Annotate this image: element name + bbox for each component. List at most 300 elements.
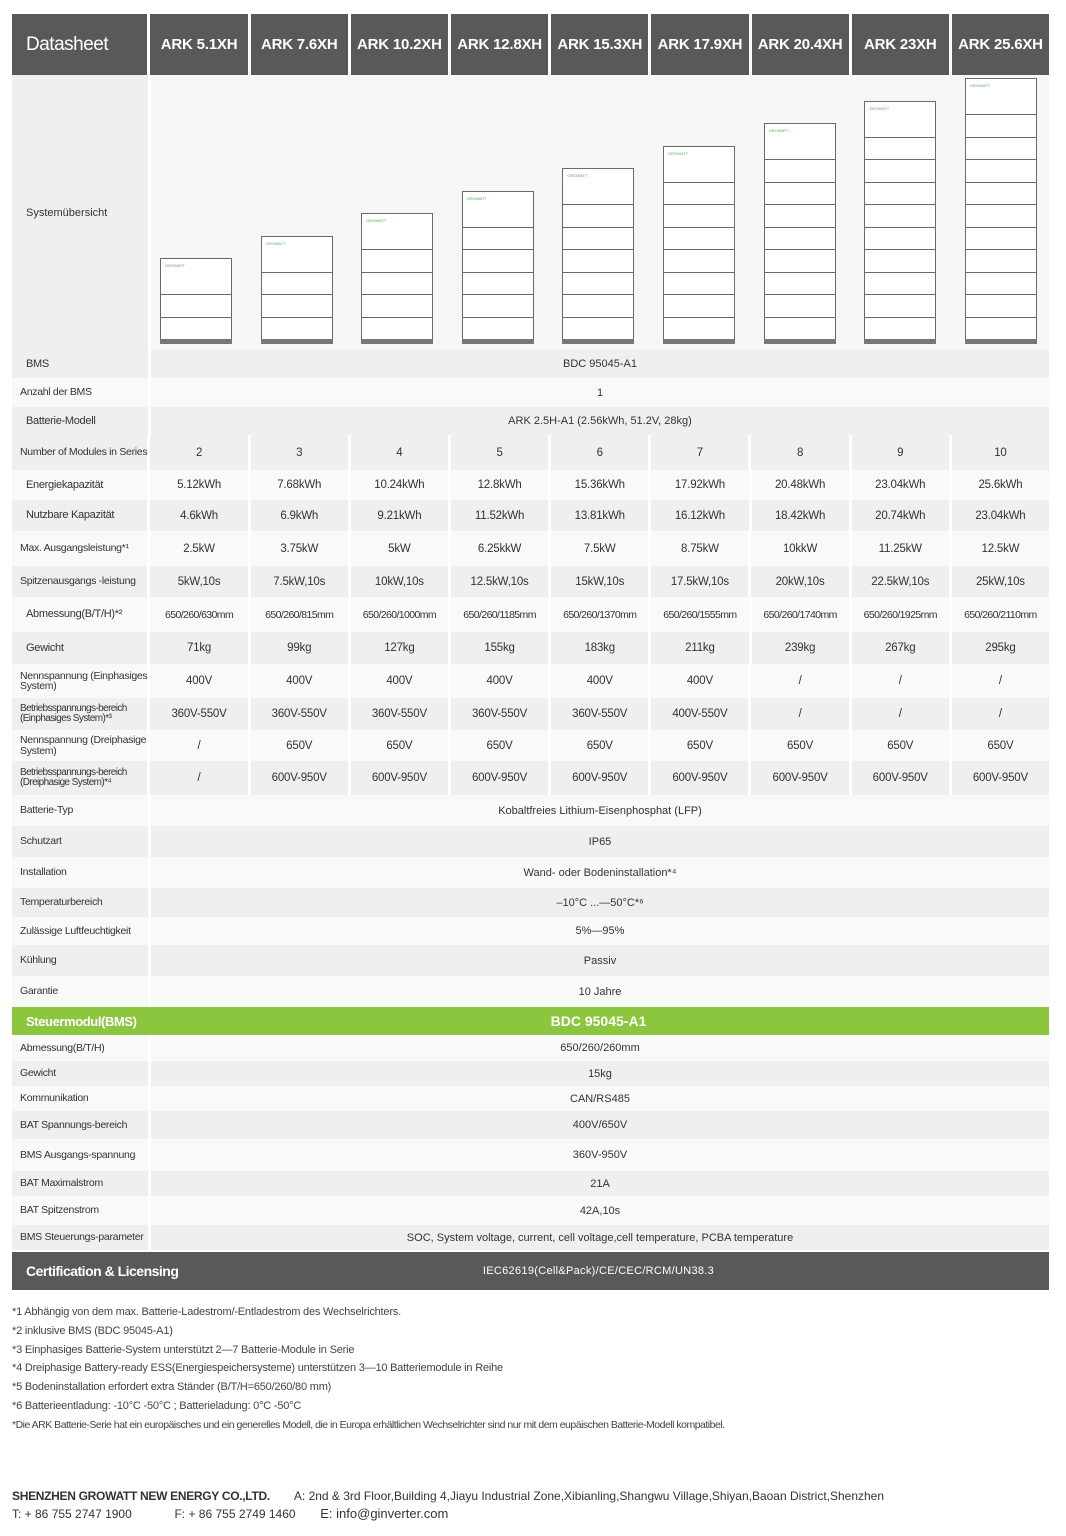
battery-module <box>462 272 534 295</box>
row-cell: 183kg <box>551 632 648 664</box>
row-cell: 11.52kWh <box>451 500 548 531</box>
row-cell: 12.5kW <box>952 531 1049 566</box>
row-value: BDC 95045-A1 <box>151 350 1049 378</box>
company-address: A: 2nd & 3rd Floor,Building 4,Jiayu Industrial Zone,Xibianling,Shangwu Village,Shiyan,Baoan District,Shenzhen <box>293 1489 885 1503</box>
row-modules-in-series <box>12 435 1049 470</box>
model-header: ARK 5.1XH <box>150 14 247 75</box>
bms-unit <box>663 146 735 182</box>
bms-unit <box>864 101 936 137</box>
growatt-logo: GROWATT <box>466 195 487 201</box>
battery-stack <box>361 213 433 344</box>
row-cell: 600V-950V <box>952 761 1049 795</box>
row-energiekapazitaet <box>12 470 1049 500</box>
system-overview-row <box>12 75 1049 350</box>
row-betriebsspannung-1p <box>12 698 1049 730</box>
battery-module <box>965 294 1037 317</box>
row-value: Wand- oder Bodeninstallation*⁴ <box>151 857 1049 888</box>
battery-module <box>764 204 836 227</box>
row-cell: 360V-550V <box>551 698 648 730</box>
row-cell: 400V <box>451 664 548 698</box>
row-spitzenausgangsleistung <box>12 566 1049 597</box>
growatt-logo: GROWATT <box>567 173 588 178</box>
stack-base <box>965 339 1037 344</box>
row-cell: 650/260/2110mm <box>952 597 1049 632</box>
row-label: Kühlung <box>12 945 148 976</box>
battery-module <box>663 294 735 317</box>
row-cell: 17.92kWh <box>651 470 748 500</box>
footnote: *3 Einphasiges Batterie-System unterstützt 2—7 Batterie-Module in Serie <box>12 1343 355 1356</box>
footnote: *5 Bodeninstallation erfordert extra Ständer (B/T/H=650/260/80 mm) <box>12 1381 332 1394</box>
row-cell: 7.68kWh <box>251 470 348 500</box>
bms-unit <box>361 213 433 249</box>
battery-module <box>361 249 433 272</box>
row-max-ausgangsleistung <box>12 531 1049 566</box>
model-header: ARK 12.8XH <box>451 14 548 75</box>
battery-module <box>965 227 1037 250</box>
row-cell: 239kg <box>752 632 849 664</box>
row-cell: 650/260/1555mm <box>651 597 748 632</box>
battery-module <box>160 294 232 317</box>
battery-module <box>562 294 634 317</box>
row-cell: / <box>751 698 848 730</box>
header-row <box>12 14 1049 75</box>
battery-module <box>261 294 333 317</box>
battery-module <box>261 317 333 340</box>
growatt-logo: GROWATT <box>366 218 387 223</box>
row-label: BMS Steuerungs-parameter <box>12 1225 148 1250</box>
row-cell: 7 <box>651 435 748 470</box>
row-installation <box>12 857 1049 888</box>
model-header: ARK 25.6XH <box>952 14 1049 75</box>
row-cell: / <box>852 664 949 698</box>
row-cell: 20kW,10s <box>751 566 848 597</box>
row-cell: 400V <box>251 664 348 698</box>
row-anzahl-bms <box>12 378 1049 407</box>
row-value: 1 <box>151 378 1049 407</box>
row-value: 5%—95% <box>151 917 1049 945</box>
battery-module <box>663 182 735 205</box>
footnotes <box>12 1303 725 1435</box>
battery-module <box>562 272 634 295</box>
bms-unit <box>965 78 1037 114</box>
row-value: ARK 2.5H-A1 (2.56kWh, 51.2V, 28kg) <box>151 407 1049 435</box>
row-cell: 16.12kWh <box>651 500 748 531</box>
battery-module <box>864 227 936 250</box>
row-label: Installation <box>12 857 148 888</box>
row-cell: 20.74kWh <box>852 500 949 531</box>
row-cell: 9.21kWh <box>351 500 448 531</box>
battery-module <box>864 317 936 340</box>
row-cell: 71kg <box>150 632 247 664</box>
row-value: Kobaltfreies Lithium-Eisenphosphat (LFP) <box>151 795 1049 826</box>
row-cell: 23.04kWh <box>952 500 1049 531</box>
row-label: BAT Maximalstrom <box>12 1171 148 1196</box>
row-cell: 650V <box>952 730 1049 761</box>
row-label: BAT Spitzenstrom <box>12 1196 148 1225</box>
battery-module <box>663 249 735 272</box>
row-label: BAT Spannungs-bereich <box>12 1111 148 1139</box>
row-cell: 600V-950V <box>751 761 848 795</box>
bms-row <box>12 1111 1049 1139</box>
row-label: Kommunikation <box>12 1086 148 1111</box>
stack-base <box>261 339 333 344</box>
row-cell: / <box>751 664 848 698</box>
row-cell: 600V-950V <box>852 761 949 795</box>
footnote: *1 Abhängig von dem max. Batterie-Ladestrom/-Entladestrom des Wechselrichters. <box>12 1306 401 1318</box>
row-cell: 400V <box>551 664 648 698</box>
model-header: ARK 7.6XH <box>251 14 348 75</box>
row-cell: / <box>150 761 247 795</box>
row-cell: 8.75kW <box>651 531 748 566</box>
row-cell: 650/260/815mm <box>251 597 348 632</box>
battery-module <box>462 317 534 340</box>
row-cell: 3 <box>251 435 348 470</box>
row-cell: 8 <box>751 435 848 470</box>
row-schutzart <box>12 826 1049 857</box>
row-cell: 650/260/1000mm <box>351 597 448 632</box>
model-header: ARK 17.9XH <box>651 14 748 75</box>
battery-module <box>965 272 1037 295</box>
bms-row <box>12 1196 1049 1225</box>
footnote: *6 Batterieentladung: -10°C -50°C ; Batterieladung: 0°C -50°C <box>12 1399 302 1412</box>
battery-module <box>965 114 1037 137</box>
row-cell: 360V-550V <box>351 698 448 730</box>
battery-module <box>764 159 836 182</box>
stack-base <box>764 339 836 344</box>
row-label: Nennspannung (Dreiphasige System) <box>12 730 147 761</box>
row-cell: 400V <box>351 664 448 698</box>
bms-unit <box>462 191 534 227</box>
bms-section-label: Steuermodul(BMS) <box>26 1013 137 1029</box>
system-overview-label: Systemübersicht <box>12 75 148 350</box>
row-cell: 10kkW <box>751 531 848 566</box>
row-cell: 5.12kWh <box>150 470 247 500</box>
bms-row <box>12 1139 1049 1171</box>
row-betriebsspannung-3p <box>12 761 1049 795</box>
row-value: 360V-950V <box>151 1139 1049 1171</box>
row-cell: 9 <box>852 435 949 470</box>
model-header: ARK 20.4XH <box>752 14 849 75</box>
battery-module <box>864 159 936 182</box>
company-phone: T: + 86 755 2747 1900 <box>12 1507 132 1521</box>
company-footer <box>12 1488 884 1523</box>
battery-module <box>965 204 1037 227</box>
stack-base <box>361 339 433 344</box>
row-label: Gewicht <box>12 1061 148 1086</box>
row-label: Abmessung(B/T/H) <box>12 1035 148 1061</box>
row-temperaturbereich <box>12 888 1049 917</box>
row-label: BMS Ausgangs-spannung <box>12 1139 148 1171</box>
row-cell: 12.8kWh <box>451 470 548 500</box>
bms-unit <box>562 168 634 204</box>
row-cell: 650V <box>251 730 348 761</box>
row-batterie-typ <box>12 795 1049 826</box>
row-cell: 295kg <box>952 632 1049 664</box>
row-gewicht <box>12 632 1049 664</box>
growatt-logo: GROWATT <box>969 83 990 88</box>
bms-row <box>12 1225 1049 1250</box>
row-bms <box>12 350 1049 378</box>
bms-section-model: BDC 95045-A1 <box>550 1013 647 1029</box>
row-label: Abmessung(B/T/H)*² <box>12 597 147 632</box>
row-cell: 211kg <box>651 632 748 664</box>
row-label: Batterie-Typ <box>12 795 148 826</box>
row-cell: / <box>852 698 949 730</box>
battery-module <box>764 294 836 317</box>
row-batterie-modell <box>12 407 1049 435</box>
row-cell: 155kg <box>451 632 548 664</box>
stack-base <box>663 339 735 344</box>
row-value: 400V/650V <box>151 1111 1049 1139</box>
row-value: 21A <box>151 1171 1049 1196</box>
battery-stack <box>261 236 333 345</box>
row-cell: 127kg <box>351 632 448 664</box>
bms-section-header <box>12 1007 1049 1035</box>
battery-module <box>864 272 936 295</box>
bms-row <box>12 1171 1049 1196</box>
battery-module <box>562 317 634 340</box>
row-label: Betriebsspannungs-bereich (Einphasiges System)*³ <box>12 698 147 730</box>
row-cell: 4 <box>351 435 448 470</box>
battery-module <box>663 227 735 250</box>
row-cell: 22.5kW,10s <box>852 566 949 597</box>
row-cell: 600V-950V <box>251 761 348 795</box>
battery-module <box>864 182 936 205</box>
row-cell: 600V-950V <box>551 761 648 795</box>
row-cell: 17.5kW,10s <box>651 566 748 597</box>
row-label: Anzahl der BMS <box>12 378 148 407</box>
battery-module <box>462 227 534 250</box>
row-cell: / <box>952 664 1049 698</box>
row-label: Number of Modules in Series <box>12 435 147 470</box>
growatt-logo: GROWATT <box>768 128 789 133</box>
footnote: *Die ARK Batterie-Serie hat ein europäisches und ein generelles Modell, die in Europa erhältlichen Wechselrichter sind nur mit dem eupäischen Batterie-Modell kompatibel. <box>12 1418 725 1431</box>
row-label: Gewicht <box>12 632 147 664</box>
stack-base <box>462 339 534 344</box>
battery-module <box>965 159 1037 182</box>
battery-module <box>764 272 836 295</box>
stack-base <box>864 339 936 344</box>
row-value: 650/260/260mm <box>151 1035 1049 1061</box>
row-cell: 267kg <box>852 632 949 664</box>
battery-module <box>261 272 333 295</box>
battery-module <box>764 182 836 205</box>
battery-module <box>764 227 836 250</box>
row-cell: 10.24kWh <box>351 470 448 500</box>
footnote: *4 Dreiphasige Battery-ready ESS(Energiespeichersysteme) unterstützen 3—10 Batteriemodule in Reihe <box>12 1362 503 1375</box>
datasheet-title: Datasheet <box>12 14 147 75</box>
battery-stack <box>864 101 936 345</box>
row-cell: 650V <box>451 730 548 761</box>
row-label: BMS <box>12 350 148 378</box>
row-cell: 2.5kW <box>150 531 247 566</box>
row-cell: 6.25kkW <box>451 531 548 566</box>
battery-module <box>965 317 1037 340</box>
row-label: Nennspannung (Einphasiges System) <box>12 664 147 698</box>
row-label: Spitzenausgangs -leistung <box>12 566 147 597</box>
row-cell: 400V <box>651 664 748 698</box>
row-cell: 6.9kWh <box>251 500 348 531</box>
row-value: IP65 <box>151 826 1049 857</box>
battery-module <box>361 317 433 340</box>
battery-module <box>663 204 735 227</box>
row-cell: 650V <box>651 730 748 761</box>
row-cell: / <box>150 730 247 761</box>
row-label: Max. Ausgangsleistung*¹ <box>12 531 147 566</box>
battery-module <box>562 204 634 227</box>
battery-module <box>965 182 1037 205</box>
datasheet-table <box>12 14 1049 1290</box>
battery-module <box>160 317 232 340</box>
footnote: *2 inklusive BMS (BDC 95045-A1) <box>12 1324 173 1337</box>
battery-stack <box>562 168 634 344</box>
battery-module <box>562 227 634 250</box>
row-label: Energiekapazität <box>12 470 147 500</box>
row-cell: 6 <box>551 435 648 470</box>
row-label: Betriebsspannungs-bereich (Dreiphasige System)*⁴ <box>12 761 147 795</box>
certification-label: Certification & Licensing <box>26 1263 179 1279</box>
row-cell: 99kg <box>251 632 348 664</box>
row-garantie <box>12 976 1049 1007</box>
row-cell: 650V <box>551 730 648 761</box>
growatt-logo: GROWATT <box>668 150 688 156</box>
battery-module <box>361 294 433 317</box>
row-cell: 15.36kWh <box>551 470 648 500</box>
row-value: SOC, System voltage, current, cell voltage,cell temperature, PCBA temperature <box>151 1225 1049 1250</box>
battery-module <box>562 249 634 272</box>
company-fax: F: + 86 755 2749 1460 <box>174 1507 296 1521</box>
row-label: Zulässige Luftfeuchtigkeit <box>12 917 148 945</box>
model-header: ARK 10.2XH <box>351 14 448 75</box>
row-cell: 650V <box>351 730 448 761</box>
battery-module <box>764 317 836 340</box>
battery-module <box>864 249 936 272</box>
row-value: Passiv <box>151 945 1049 976</box>
row-cell: 650V <box>751 730 848 761</box>
bms-row <box>12 1061 1049 1086</box>
row-nennspannung-3p <box>12 730 1049 761</box>
row-label: Garantie <box>12 976 148 1007</box>
battery-module <box>361 272 433 295</box>
row-cell: 650/260/1925mm <box>852 597 949 632</box>
row-cell: 23.04kWh <box>852 470 949 500</box>
row-cell: 18.42kWh <box>752 500 849 531</box>
row-cell: 650V <box>852 730 949 761</box>
row-cell: 5kW,10s <box>150 566 247 597</box>
row-cell: 5 <box>451 435 548 470</box>
row-cell: 360V-550V <box>451 698 548 730</box>
row-cell: 12.5kW,10s <box>451 566 548 597</box>
battery-module <box>965 249 1037 272</box>
battery-module <box>663 317 735 340</box>
row-cell: 360V-550V <box>251 698 348 730</box>
growatt-logo: GROWATT <box>165 263 185 268</box>
row-cell: 10 <box>952 435 1049 470</box>
row-cell: 2 <box>150 435 247 470</box>
bms-unit <box>764 123 836 159</box>
model-header: ARK 23XH <box>852 14 949 75</box>
row-value: CAN/RS485 <box>151 1086 1049 1111</box>
row-cell: 3.75kW <box>251 531 348 566</box>
row-cell: 400V <box>150 664 247 698</box>
battery-stack <box>965 78 1037 344</box>
row-nennspannung-1p <box>12 664 1049 698</box>
battery-stack <box>160 258 232 344</box>
row-cell: 360V-550V <box>150 698 247 730</box>
stack-base <box>562 339 634 344</box>
row-value: –10°C ...—50°C*⁶ <box>151 888 1049 917</box>
row-cell: 13.81kWh <box>551 500 648 531</box>
battery-module <box>965 137 1037 160</box>
row-label: Batterie-Modell <box>12 407 148 435</box>
battery-stack-illustrations <box>151 75 1049 350</box>
battery-module <box>663 272 735 295</box>
battery-module <box>764 249 836 272</box>
row-cell: 600V-950V <box>651 761 748 795</box>
row-value: 10 Jahre <box>151 976 1049 1007</box>
row-cell: 650/260/1185mm <box>451 597 548 632</box>
battery-stack <box>663 146 735 345</box>
battery-module <box>462 294 534 317</box>
battery-module <box>462 249 534 272</box>
bms-row <box>12 1035 1049 1061</box>
row-value: 15kg <box>151 1061 1049 1086</box>
bms-unit <box>160 258 232 294</box>
bms-row <box>12 1086 1049 1111</box>
row-cell: 15kW,10s <box>551 566 648 597</box>
row-cell: / <box>952 698 1049 730</box>
company-email: E: info@ginverter.com <box>320 1506 449 1521</box>
row-kuehlung <box>12 945 1049 976</box>
row-luftfeuchtigkeit <box>12 917 1049 945</box>
row-value: 42A,10s <box>151 1196 1049 1225</box>
row-label: Nutzbare Kapazität <box>12 500 147 531</box>
growatt-logo: GROWATT <box>869 105 890 111</box>
row-cell: 4.6kWh <box>150 500 247 531</box>
row-cell: 25.6kWh <box>952 470 1049 500</box>
row-cell: 7.5kW,10s <box>251 566 348 597</box>
row-label: Temperaturbereich <box>12 888 148 917</box>
row-cell: 650/260/1370mm <box>551 597 648 632</box>
battery-module <box>864 294 936 317</box>
battery-module <box>864 204 936 227</box>
battery-stack <box>462 191 534 345</box>
growatt-logo: GROWATT <box>265 240 286 246</box>
model-header: ARK 15.3XH <box>551 14 648 75</box>
stack-base <box>160 339 232 344</box>
battery-stack <box>764 123 836 344</box>
row-nutzbare-kapazitaet <box>12 500 1049 531</box>
row-abmessung <box>12 597 1049 632</box>
row-label: Schutzart <box>12 826 148 857</box>
row-cell: 400V-550V <box>651 698 748 730</box>
certification-value: IEC62619(Cell&Pack)/CE/CEC/RCM/UN38.3 <box>482 1265 715 1277</box>
certification-row <box>12 1252 1049 1290</box>
row-cell: 7.5kW <box>551 531 648 566</box>
battery-module <box>864 137 936 160</box>
row-cell: 20.48kWh <box>752 470 849 500</box>
row-cell: 5kW <box>351 531 448 566</box>
row-cell: 600V-950V <box>451 761 548 795</box>
company-name: SHENZHEN GROWATT NEW ENERGY CO.,LTD. <box>12 1489 270 1503</box>
row-cell: 10kW,10s <box>351 566 448 597</box>
row-cell: 11.25kW <box>852 531 949 566</box>
row-cell: 650/260/1740mm <box>752 597 849 632</box>
bms-unit <box>261 236 333 272</box>
row-cell: 650/260/630mm <box>150 597 247 632</box>
row-cell: 600V-950V <box>351 761 448 795</box>
row-cell: 25kW,10s <box>952 566 1049 597</box>
